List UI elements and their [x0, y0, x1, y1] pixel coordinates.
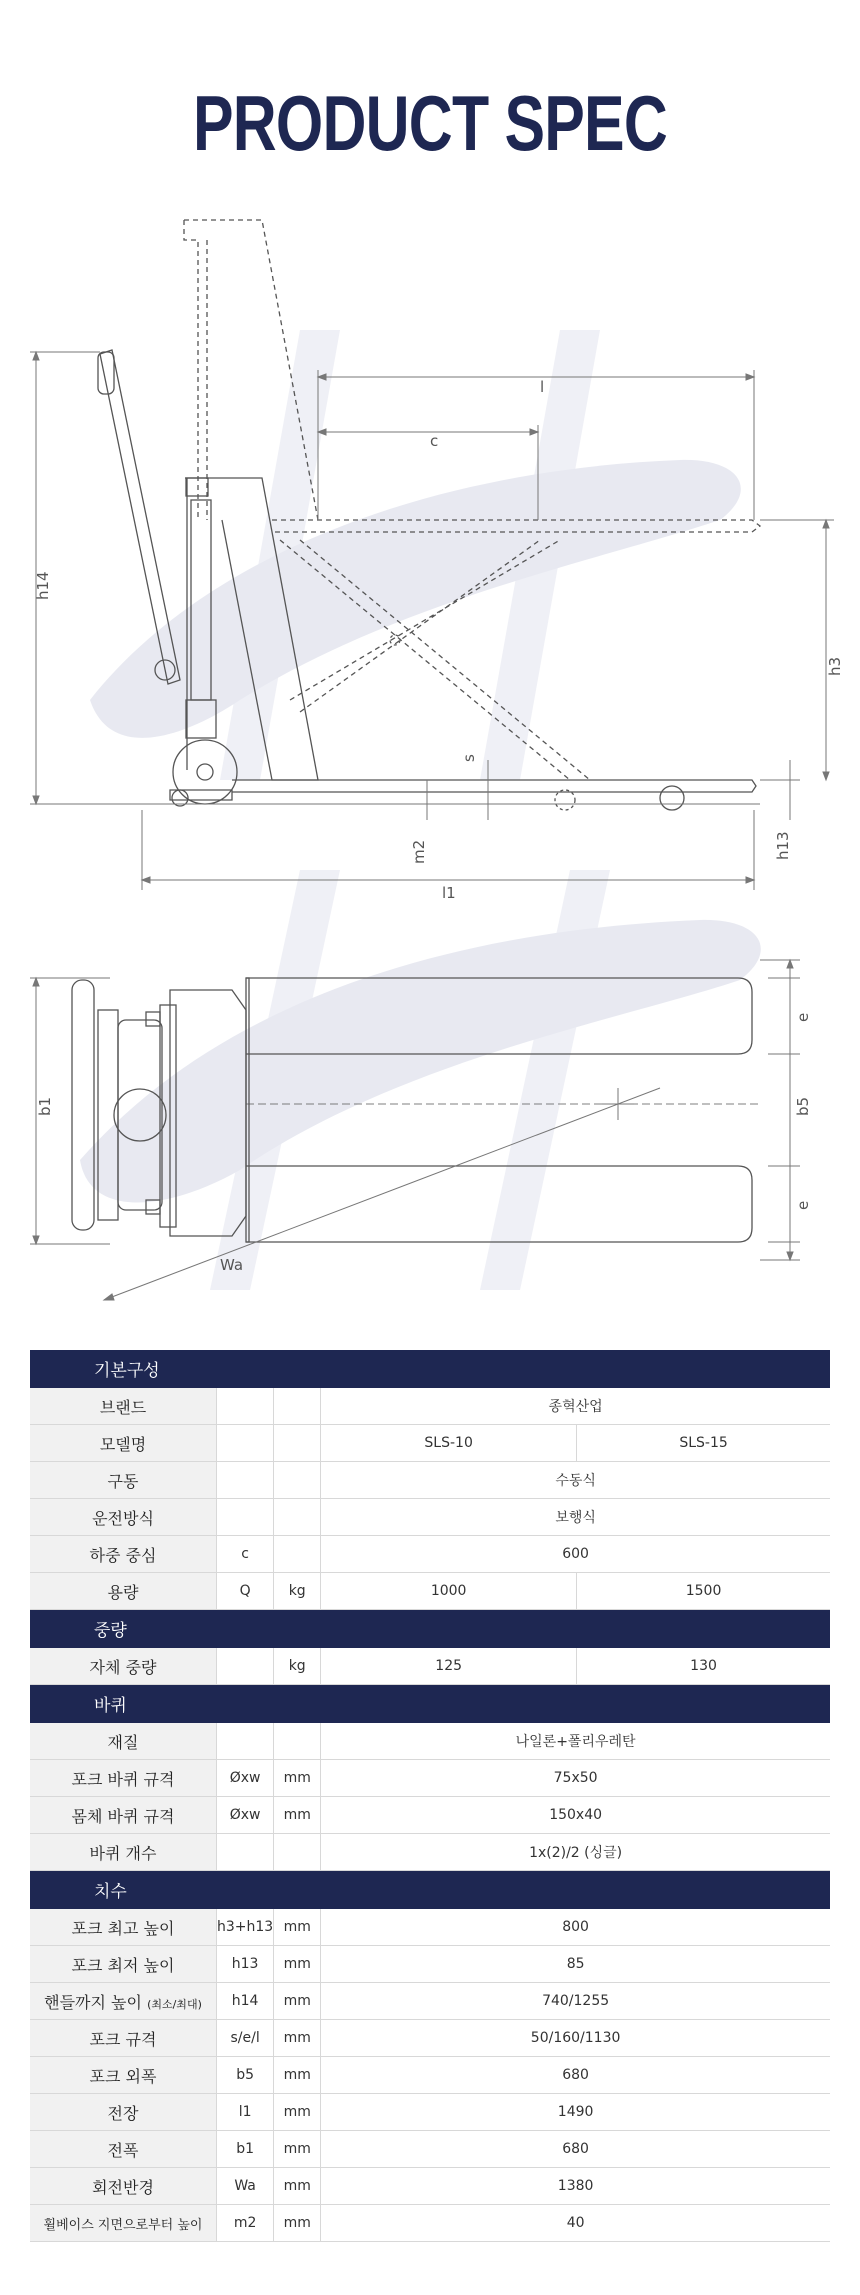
- row-label: 전장: [30, 2094, 217, 2131]
- table-row: 용량 Q kg 1000 1500: [30, 1573, 830, 1610]
- row-label: 핸들까지 높이 (최소/최대): [30, 1983, 217, 2020]
- row-value: 40: [321, 2205, 830, 2242]
- row-value: 나일론+폴리우레탄: [321, 1723, 830, 1760]
- row-value: 125: [321, 1648, 577, 1685]
- table-row: 회전반경 Wa mm 1380: [30, 2168, 830, 2205]
- row-label: 바퀴 개수: [30, 1834, 217, 1871]
- row-value: 680: [321, 2131, 830, 2168]
- dim-label-wa: Wa: [220, 1256, 244, 1274]
- table-row: 휠베이스 지면으로부터 높이 m2 mm 40: [30, 2205, 830, 2242]
- row-label: 포크 최저 높이: [30, 1946, 217, 1983]
- row-value: 1000: [321, 1573, 577, 1610]
- dim-label-b1: b1: [36, 1096, 54, 1116]
- table-row: 포크 최저 높이 h13 mm 85: [30, 1946, 830, 1983]
- section-header: [30, 1610, 830, 1648]
- section-header: [30, 1685, 830, 1723]
- table-row: [30, 1388, 830, 1425]
- row-value: 보행식: [321, 1499, 830, 1536]
- row-value: 1x(2)/2 (싱글): [321, 1834, 830, 1871]
- row-value: 130: [577, 1648, 830, 1685]
- row-value: 85: [321, 1946, 830, 1983]
- row-label: 전폭: [30, 2131, 217, 2168]
- row-value: 1380: [321, 2168, 830, 2205]
- row-label: 몸체 바퀴 규격: [30, 1797, 217, 1834]
- row-label: 재질: [30, 1723, 217, 1760]
- row-label: 포크 바퀴 규격: [30, 1760, 217, 1797]
- row-label: 모델명: [30, 1425, 217, 1462]
- row-value: 1500: [577, 1573, 830, 1610]
- row-value: 740/1255: [321, 1983, 830, 2020]
- table-row: 포크 최고 높이 h3+h13 mm 800: [30, 1909, 830, 1946]
- dim-label-m2: m2: [410, 839, 428, 864]
- dim-label-h3: h3: [826, 656, 844, 676]
- row-value: 50/160/1130: [321, 2020, 830, 2057]
- table-row: 하중 중심 c 600: [30, 1536, 830, 1573]
- row-value: 1490: [321, 2094, 830, 2131]
- table-row: 전장 l1 mm 1490: [30, 2094, 830, 2131]
- technical-drawing: [0, 200, 860, 1310]
- section-header: [30, 1871, 830, 1909]
- dim-label-b5: b5: [794, 1096, 812, 1116]
- spec-table: [30, 1350, 830, 2242]
- dim-label-l: l: [540, 378, 545, 396]
- section-title: 바퀴: [30, 1685, 830, 1723]
- row-value: 75x50: [321, 1760, 830, 1797]
- page-title: PRODUCT SPEC: [192, 79, 668, 167]
- table-row: 몸체 바퀴 규격 Øxw mm 150x40: [30, 1797, 830, 1834]
- table-row: [30, 1723, 830, 1760]
- table-row: 핸들까지 높이 (최소/최대) h14 mm 740/1255: [30, 1983, 830, 2020]
- table-row: 자체 중량 kg 125 130: [30, 1648, 830, 1685]
- row-value: 600: [321, 1536, 830, 1573]
- row-value: 800: [321, 1909, 830, 1946]
- row-label: 운전방식: [30, 1499, 217, 1536]
- dim-label-l1: l1: [442, 884, 456, 902]
- row-label: 자체 중량: [30, 1648, 217, 1685]
- row-label: 브랜드: [30, 1388, 217, 1425]
- table-row: 포크 규격 s/e/l mm 50/160/1130: [30, 2020, 830, 2057]
- dim-label-e-bottom: e: [794, 1200, 812, 1210]
- row-value: 150x40: [321, 1797, 830, 1834]
- row-value: SLS-10: [321, 1425, 577, 1462]
- watermark-logo: [80, 330, 761, 1290]
- table-row: 전폭 b1 mm 680: [30, 2131, 830, 2168]
- section-header: [30, 1350, 830, 1388]
- table-row: [30, 1425, 830, 1462]
- row-label: 포크 외폭: [30, 2057, 217, 2094]
- row-value: 수동식: [321, 1462, 830, 1499]
- row-label: 하중 중심: [30, 1536, 217, 1573]
- section-title: 치수: [30, 1871, 830, 1909]
- row-value: SLS-15: [577, 1425, 830, 1462]
- row-label: 구동: [30, 1462, 217, 1499]
- row-label: 포크 최고 높이: [30, 1909, 217, 1946]
- row-label: 용량: [30, 1573, 217, 1610]
- dim-label-h13: h13: [774, 831, 792, 860]
- section-title: 중량: [30, 1610, 830, 1648]
- table-row: 포크 바퀴 규격 Øxw mm 75x50: [30, 1760, 830, 1797]
- dim-label-h14: h14: [34, 571, 52, 600]
- row-label: 회전반경: [30, 2168, 217, 2205]
- table-row: [30, 1834, 830, 1871]
- row-label: 휠베이스 지면으로부터 높이: [30, 2205, 217, 2242]
- dim-label-c: c: [430, 432, 439, 450]
- section-title: 기본구성: [30, 1350, 830, 1388]
- dim-label-s: s: [460, 754, 478, 762]
- table-row: 포크 외폭 b5 mm 680: [30, 2057, 830, 2094]
- dim-label-e-top: e: [794, 1012, 812, 1022]
- table-row: [30, 1499, 830, 1536]
- row-label: 포크 규격: [30, 2020, 217, 2057]
- table-row: [30, 1462, 830, 1499]
- row-value: 680: [321, 2057, 830, 2094]
- row-value: 종혁산업: [321, 1388, 830, 1425]
